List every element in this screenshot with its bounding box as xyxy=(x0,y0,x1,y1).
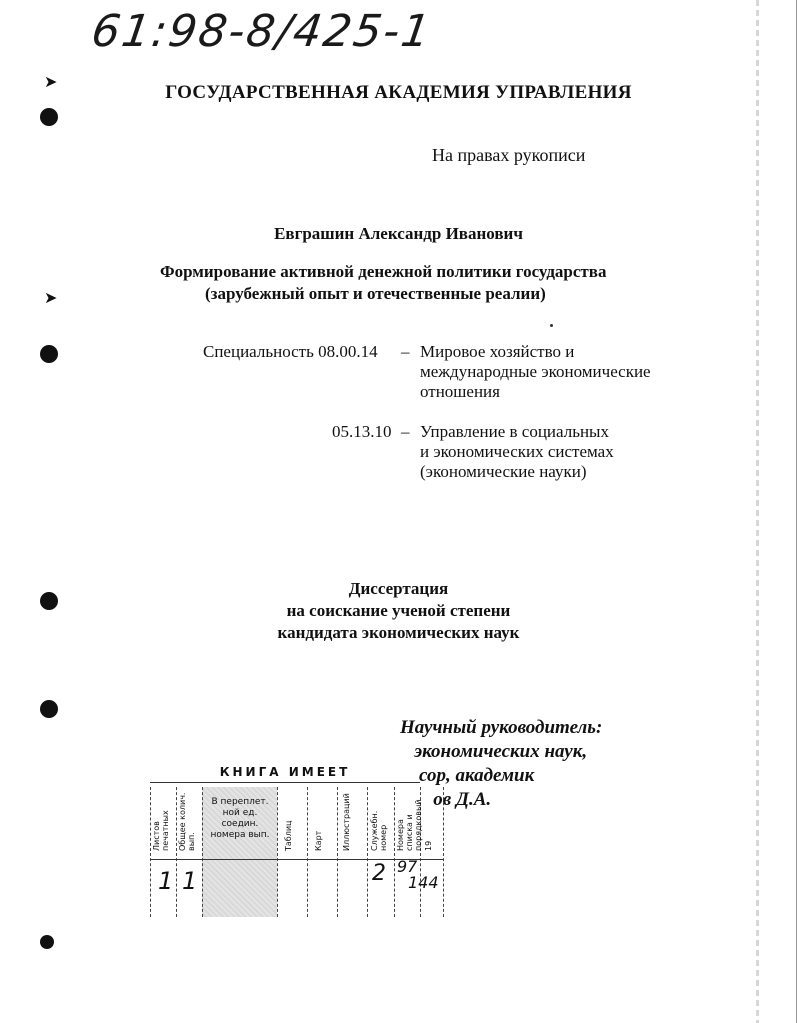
topic-line-1: Формирование активной денежной политики государства xyxy=(160,262,607,281)
arrow-mark-icon: ➤ xyxy=(44,72,58,91)
institution-title: ГОСУДАРСТВЕННАЯ АКАДЕМИЯ УПРАВЛЕНИЯ xyxy=(165,82,632,103)
stamp-col-label: Листов печатных xyxy=(152,810,170,851)
punch-hole-icon xyxy=(40,700,58,718)
scan-edge xyxy=(756,0,759,1023)
stamp-col-label: Карт xyxy=(314,830,323,851)
punch-hole-icon xyxy=(40,108,58,126)
specialty-1-prefix: Специальность 08.00.14 xyxy=(203,342,378,361)
specialty-1-line: международные экономические xyxy=(420,362,651,381)
specialty-1-line: Мировое хозяйство и xyxy=(420,342,575,361)
stamp-col-label: Служебн. номер xyxy=(370,810,388,851)
stamp-value: 1 xyxy=(158,867,174,895)
dissertation-block xyxy=(0,578,797,644)
author-name: Евграшин Александр Иванович xyxy=(274,224,523,243)
advisor-degree: экономических наук, xyxy=(400,741,588,762)
stamp-value: 97 xyxy=(397,857,418,876)
specialty-2-dash: – xyxy=(401,422,410,441)
stamp-value: 1 xyxy=(182,867,198,895)
specialty-2-line: Управление в социальных xyxy=(420,422,609,441)
degree-field-line: кандидата экономических наук xyxy=(277,623,520,642)
rights-note: На правах рукописи xyxy=(432,145,586,165)
specialty-2-line: и экономических системах xyxy=(420,442,614,461)
library-stamp xyxy=(150,787,443,917)
arrow-mark-icon: ➤ xyxy=(44,288,58,307)
topic-line-2: (зарубежный опыт и отечественные реалии) xyxy=(205,284,546,303)
scan-speck xyxy=(550,324,553,327)
stamp-value: 2 xyxy=(372,861,386,886)
advisor-name: ов Д.А. xyxy=(400,789,492,810)
advisor-title: сор, академик xyxy=(400,765,535,786)
stamp-value: 144 xyxy=(408,873,439,892)
stamp-col-label: В переплет. ной ед. соедин. номера вып. xyxy=(210,797,270,840)
advisor-heading: Научный руководитель: xyxy=(400,717,603,738)
specialty-2-prefix: 05.13.10 xyxy=(332,422,392,441)
punch-hole-icon xyxy=(40,935,54,949)
specialty-2-line: (экономические науки) xyxy=(420,462,587,481)
handwritten-catalog-number: 61:98-8/425-1 xyxy=(88,6,435,57)
punch-hole-icon xyxy=(40,345,58,363)
library-stamp-title: КНИГА ИМЕЕТ xyxy=(150,762,420,783)
specialty-1-dash: – xyxy=(401,342,410,361)
stamp-col-label: Общее колич. вып. xyxy=(178,792,196,851)
specialty-1-line: отношения xyxy=(420,382,500,401)
degree-line: на соискание ученой степени xyxy=(286,601,511,620)
stamp-col-label: 19 xyxy=(424,840,433,851)
stamp-col-label: Иллюстраций xyxy=(342,793,351,851)
stamp-col-label: Таблиц xyxy=(284,820,293,851)
dissertation-label: Диссертация xyxy=(348,579,449,598)
stamp-col-label: Номера списка и порядковый xyxy=(396,799,423,851)
